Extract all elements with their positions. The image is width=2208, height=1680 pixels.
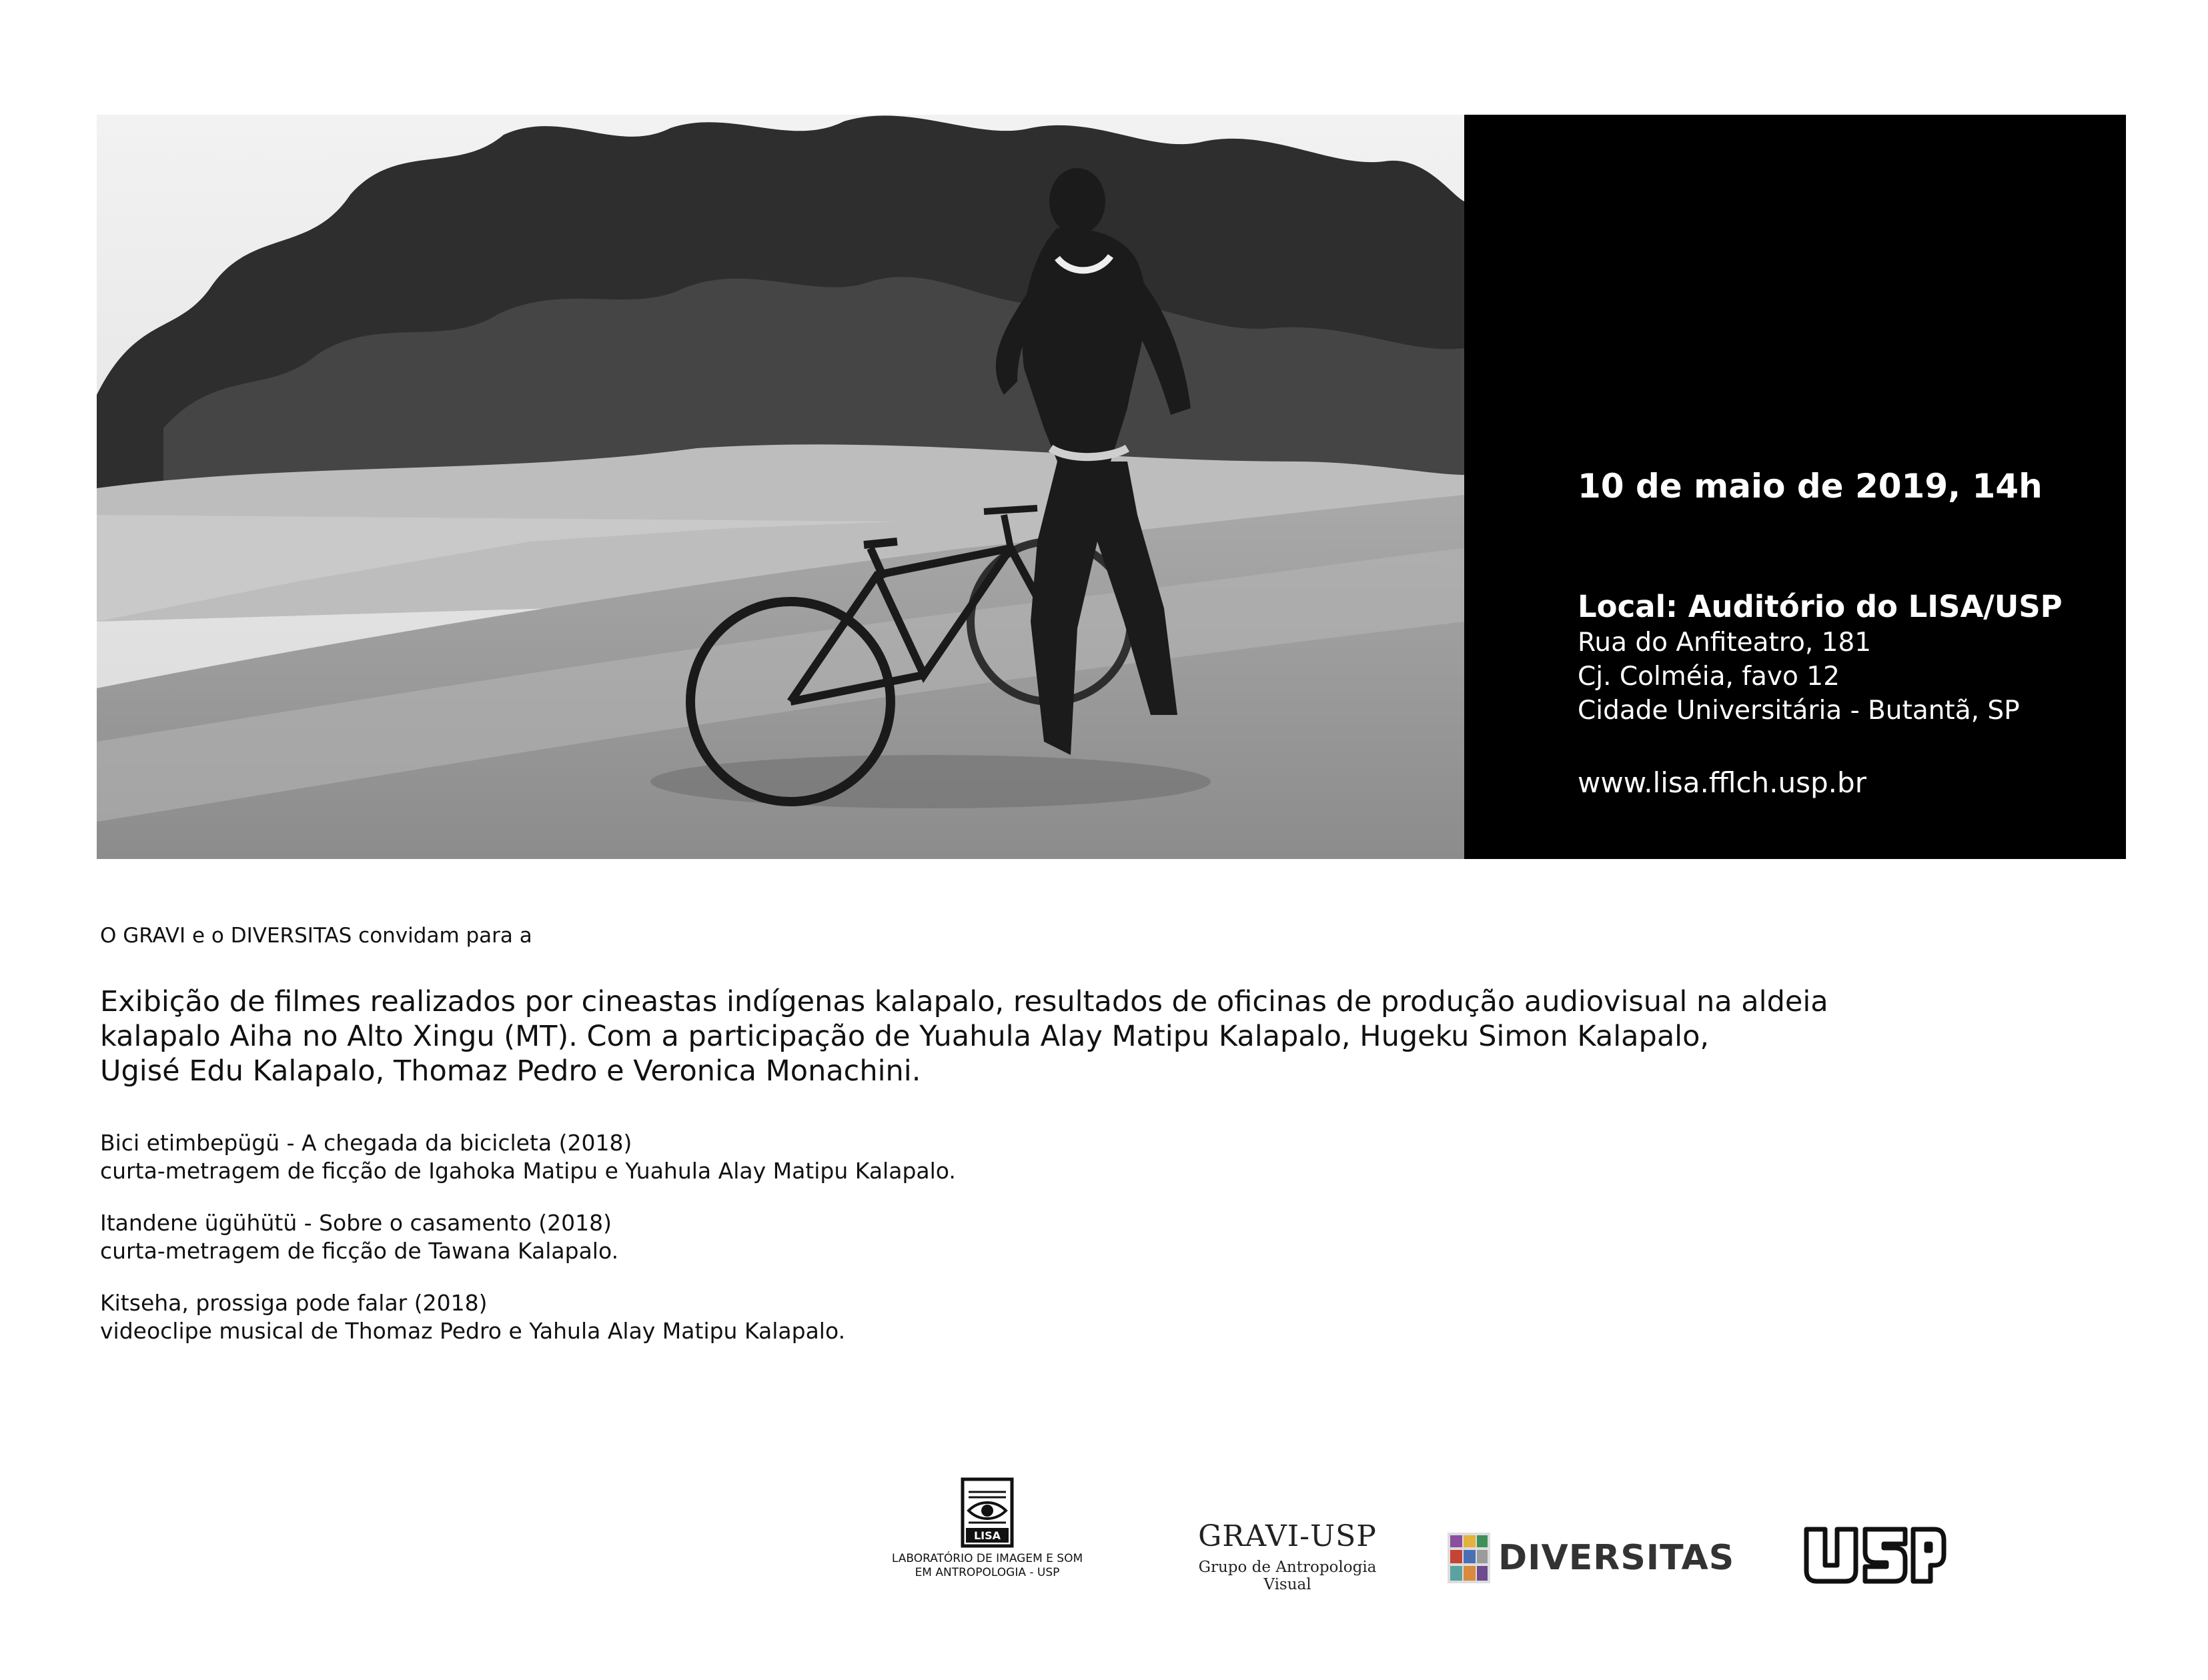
lisa-caption bbox=[881, 1552, 1094, 1580]
description-line: Exibição de filmes realizados por cineastas indígenas kalapalo, resultados de oficinas de produção audiovisual na aldeia bbox=[100, 985, 1828, 1018]
film-credit: curta-metragem de ficção de Igahoka Matipu e Yuahula Alay Matipu Kalapalo. bbox=[100, 1158, 956, 1184]
film-title: Itandene ügühütü - Sobre o casamento (2018) bbox=[100, 1210, 612, 1236]
film-entry bbox=[100, 1209, 618, 1265]
usp-name: USP bbox=[1801, 1524, 1802, 1525]
gravi-subtitle: Grupo de Antropologia Visual bbox=[1198, 1559, 1377, 1593]
invite-line: O GRAVI e o DIVERSITAS convidam para a bbox=[100, 924, 532, 948]
address-line: Rua do Anfiteatro, 181 bbox=[1578, 628, 1872, 658]
diversitas-mosaic-icon bbox=[1448, 1533, 1490, 1583]
film-entry bbox=[100, 1129, 956, 1185]
diversitas-logo bbox=[1448, 1530, 1735, 1586]
film-credit: curta-metragem de ficção de Tawana Kalapalo. bbox=[100, 1238, 619, 1264]
lisa-logo bbox=[881, 1477, 1094, 1580]
film-title: Kitseha, prossiga pode falar (2018) bbox=[100, 1290, 488, 1316]
event-description bbox=[100, 984, 2128, 1088]
lisa-eye-icon bbox=[961, 1477, 1014, 1548]
photo-man-with-bicycle-icon bbox=[97, 115, 1464, 859]
event-info-panel bbox=[1464, 115, 2126, 859]
lisa-caption-line: EM ANTROPOLOGIA - USP bbox=[915, 1566, 1060, 1579]
venue-block bbox=[1578, 588, 2063, 728]
hero-photo bbox=[97, 115, 1464, 859]
venue-title: Local: Auditório do LISA/USP bbox=[1578, 589, 2063, 624]
lisa-caption-line: LABORATÓRIO DE IMAGEM E SOM bbox=[891, 1552, 1083, 1565]
usp-logo bbox=[1801, 1524, 1948, 1587]
gravi-logo bbox=[1174, 1519, 1401, 1593]
address-line: Cidade Universitária - Butantã, SP bbox=[1578, 696, 2020, 726]
film-credit: videoclipe musical de Thomaz Pedro e Yahula Alay Matipu Kalapalo. bbox=[100, 1318, 846, 1344]
film-entry bbox=[100, 1289, 845, 1345]
description-line: kalapalo Aiha no Alto Xingu (MT). Com a participação de Yuahula Alay Matipu Kalapalo, Hugeku Simon Kalapalo, bbox=[100, 1020, 1710, 1053]
event-website-link[interactable]: www.lisa.fflch.usp.br bbox=[1578, 766, 1866, 799]
event-date: 10 de maio de 2019, 14h bbox=[1578, 467, 2043, 506]
film-title: Bici etimbepügü - A chegada da bicicleta (2018) bbox=[100, 1130, 632, 1156]
description-line: Ugisé Edu Kalapalo, Thomaz Pedro e Veronica Monachini. bbox=[100, 1054, 921, 1088]
diversitas-name: DIVERSITAS bbox=[1498, 1538, 1735, 1578]
usp-wordmark-icon bbox=[1801, 1524, 1948, 1587]
gravi-name: GRAVI-USP bbox=[1198, 1519, 1377, 1553]
address-line: Cj. Colméia, favo 12 bbox=[1578, 662, 1840, 692]
lisa-mark-text: LISA bbox=[973, 1529, 1001, 1542]
